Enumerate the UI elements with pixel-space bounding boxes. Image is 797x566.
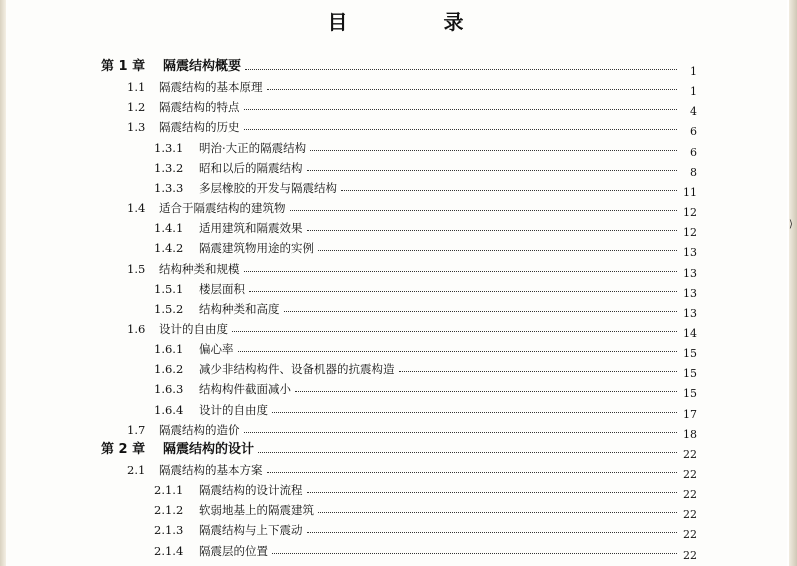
toc-entry-title: 隔震结构概要 <box>163 59 242 74</box>
toc-entry[interactable] <box>127 459 697 481</box>
dot-leader <box>318 250 677 251</box>
table-of-contents <box>6 0 787 566</box>
toc-entry-number: 1.4.1 <box>154 221 184 236</box>
toc-chapter-entry[interactable] <box>101 56 697 78</box>
toc-entry[interactable] <box>154 237 697 260</box>
dot-leader <box>249 291 677 292</box>
dot-leader <box>267 472 678 473</box>
toc-entry-title: 隔震结构的设计流程 <box>199 483 303 498</box>
toc-entry[interactable] <box>154 358 697 381</box>
toc-entry-title: 适用建筑和隔震效果 <box>199 221 303 236</box>
dot-leader <box>267 89 678 90</box>
dot-leader <box>318 512 677 513</box>
dot-leader <box>307 170 678 171</box>
toc-entry-number: 1.3.1 <box>154 140 184 155</box>
toc-entry[interactable] <box>154 157 697 179</box>
toc-page-number: 13 <box>683 306 697 320</box>
toc-page-number: 1 <box>690 85 697 99</box>
toc-entry-title: 昭和以后的隔震结构 <box>199 160 303 175</box>
toc-page-number: 22 <box>683 548 697 562</box>
toc-entry-title: 适合于隔震结构的建筑物 <box>159 201 286 216</box>
toc-entry-number: 2.1.2 <box>154 503 184 518</box>
toc-entry-number: 1.5 <box>127 261 146 276</box>
toc-entry-title: 隔震结构与上下震动 <box>199 523 303 538</box>
toc-page-number: 6 <box>690 125 697 139</box>
toc-page-number: 22 <box>683 488 697 502</box>
toc-entry-number: 1.7 <box>127 422 146 437</box>
toc-page-number: 12 <box>683 206 697 220</box>
toc-page-number: 22 <box>683 468 697 481</box>
toc-entry[interactable] <box>127 96 697 119</box>
toc-page-number: 13 <box>683 286 697 300</box>
toc-entry-number: 1.6.2 <box>154 362 184 377</box>
resize-cursor-icon: ⟩ <box>789 219 793 230</box>
toc-entry[interactable] <box>127 76 697 99</box>
toc-page-number: 15 <box>683 387 697 401</box>
document-page <box>6 0 787 566</box>
dot-leader <box>244 432 678 433</box>
toc-entry-title: 偏心率 <box>199 342 234 357</box>
toc-page-number: 22 <box>683 528 697 542</box>
toc-entry-number: 1.3.3 <box>154 180 184 195</box>
toc-page-number: 18 <box>683 427 697 441</box>
dot-leader <box>244 109 678 110</box>
dot-leader <box>307 492 678 493</box>
toc-entry-number: 2.1.4 <box>154 543 184 558</box>
dot-leader <box>272 412 677 413</box>
toc-page-number: 11 <box>683 185 697 199</box>
dot-leader <box>307 532 678 533</box>
toc-entry[interactable] <box>154 540 697 562</box>
toc-entry-title: 结构构件截面减小 <box>199 382 291 397</box>
dot-leader <box>399 371 678 372</box>
dot-leader <box>290 210 678 211</box>
toc-entry[interactable] <box>127 116 697 139</box>
toc-chapter-entry[interactable] <box>101 439 697 461</box>
toc-entry[interactable] <box>154 378 697 401</box>
toc-page-number: 15 <box>683 367 697 381</box>
toc-page-number: 14 <box>683 326 697 340</box>
dot-leader <box>284 311 678 312</box>
toc-entry-number: 1.6.1 <box>154 342 184 357</box>
toc-entry[interactable] <box>127 419 697 441</box>
dot-leader <box>244 271 678 272</box>
toc-entry[interactable] <box>127 318 697 340</box>
toc-entry-number: 2.1 <box>127 463 146 477</box>
toc-entry-title: 结构种类和高度 <box>199 301 280 316</box>
toc-page-number: 17 <box>683 407 697 421</box>
toc-entry[interactable] <box>154 479 697 502</box>
toc-entry-number: 1.6 <box>127 321 146 336</box>
toc-page-number: 13 <box>683 246 697 260</box>
toc-entry[interactable] <box>154 519 697 542</box>
toc-page-number: 12 <box>683 226 697 240</box>
toc-entry-title: 隔震层的位置 <box>199 543 268 558</box>
toc-entry[interactable] <box>154 278 697 300</box>
toc-entry-title: 设计的自由度 <box>159 321 228 336</box>
toc-page-number: 4 <box>690 105 697 119</box>
toc-entry[interactable] <box>154 338 697 361</box>
toc-entry-number: 1.5.2 <box>154 301 184 316</box>
toc-entry-number: 1.6.3 <box>154 382 184 397</box>
dot-leader <box>258 452 677 453</box>
toc-entry-number: 1.6.4 <box>154 402 184 417</box>
toc-entry[interactable] <box>154 298 697 320</box>
toc-entry-number: 2.1.3 <box>154 523 184 538</box>
toc-entry-title: 明治·大正的隔震结构 <box>199 140 307 155</box>
toc-entry[interactable] <box>154 217 697 240</box>
toc-entry-title: 隔震建筑物用途的实例 <box>199 241 314 256</box>
toc-entry-number: 1.3 <box>127 120 146 135</box>
dot-leader <box>341 190 677 191</box>
dot-leader <box>272 553 677 554</box>
toc-page-number: 8 <box>690 165 697 179</box>
toc-entry-number: 1.4.2 <box>154 241 184 256</box>
toc-entry-number: 第 1 章 <box>101 59 146 74</box>
toc-entry-title: 减少非结构构件、设备机器的抗震构造 <box>199 362 395 377</box>
toc-page-number: 13 <box>683 266 697 280</box>
dot-leader <box>244 129 678 130</box>
page-title: 目 录 <box>327 10 502 34</box>
toc-entry[interactable] <box>154 499 697 522</box>
toc-entry-title: 隔震结构的造价 <box>159 422 240 437</box>
toc-entry-title: 隔震结构的历史 <box>159 120 240 135</box>
toc-entry-title: 设计的自由度 <box>199 402 268 417</box>
toc-entry-title: 隔震结构的特点 <box>159 100 240 115</box>
dot-leader <box>310 150 677 151</box>
toc-entry[interactable] <box>154 177 697 199</box>
toc-entry-title: 楼层面积 <box>199 281 245 296</box>
toc-page-number: 15 <box>683 347 697 361</box>
toc-entry[interactable] <box>127 197 697 220</box>
dot-leader <box>245 69 677 70</box>
toc-entry-title: 隔震结构的基本方案 <box>159 463 263 477</box>
dot-leader <box>238 351 678 352</box>
toc-entry-number: 1.3.2 <box>154 160 184 175</box>
toc-entry-title: 结构种类和规模 <box>159 261 240 276</box>
toc-entry[interactable] <box>154 399 697 421</box>
toc-entry-number: 1.5.1 <box>154 281 184 296</box>
toc-entry[interactable] <box>127 258 697 280</box>
toc-entry-title: 隔震结构的设计 <box>163 441 255 457</box>
dot-leader <box>232 331 677 332</box>
toc-entry[interactable] <box>154 137 697 159</box>
toc-entry-number: 2.1.1 <box>154 483 184 498</box>
toc-entry-title: 软弱地基上的隔震建筑 <box>199 503 314 518</box>
toc-entry-number: 第 2 章 <box>101 441 146 457</box>
toc-page-number: 1 <box>690 65 697 78</box>
page-edge-right <box>789 0 797 566</box>
toc-page-number: 22 <box>683 508 697 522</box>
toc-entry-title: 多层橡胶的开发与隔震结构 <box>199 180 337 195</box>
toc-entry-number: 1.2 <box>127 100 146 115</box>
toc-page-number: 6 <box>690 145 697 159</box>
dot-leader <box>307 230 678 231</box>
toc-entry-number: 1.4 <box>127 201 146 216</box>
dot-leader <box>295 391 677 392</box>
toc-entry-number: 1.1 <box>127 80 146 95</box>
toc-page-number: 22 <box>683 447 697 461</box>
toc-entry-title: 隔震结构的基本原理 <box>159 80 263 95</box>
